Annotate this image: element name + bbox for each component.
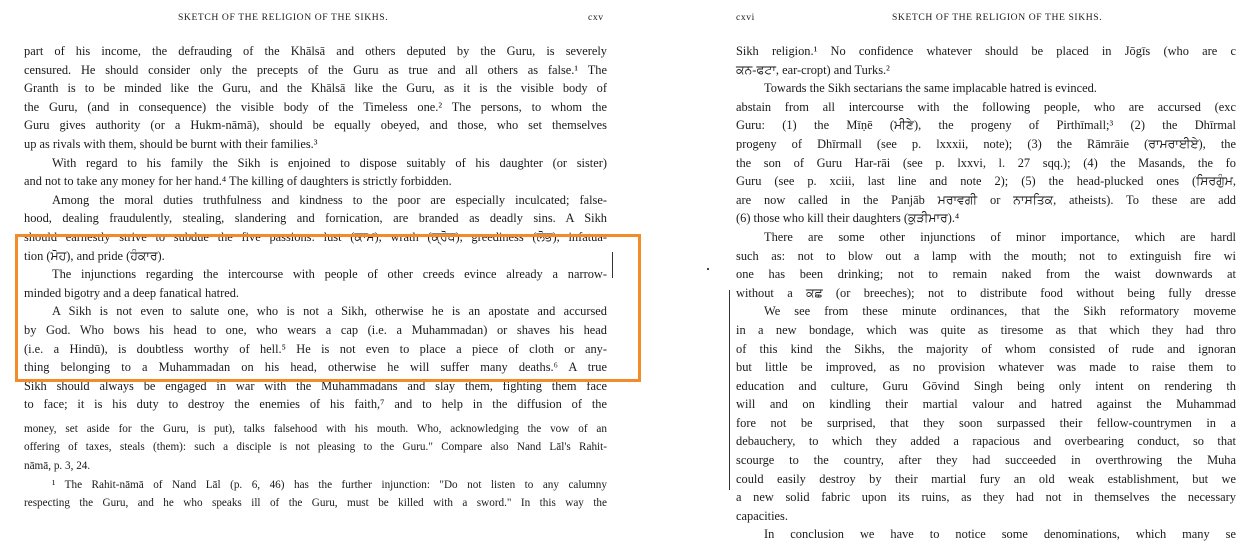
left-text-line: censured. He should consider only the precepts of the Guru as true and all others as false.¹ The <box>24 62 607 77</box>
left-text-line: thing belonging to a Muhammadan on his head, otherwise he will suffer many deaths.⁶ A true <box>24 360 607 375</box>
left-text-line: Sikh should always be engaged in war with the Muhammadans and slay them, fighting them face <box>24 378 607 393</box>
right-page <box>712 0 1236 542</box>
right-text-line: There are some other injunctions of minor importance, which are hardl <box>764 229 1236 244</box>
right-text-line: ਕਨ-ਫਟਾ, ear-cropt) and Turks.² <box>736 62 890 77</box>
right-text-line: of this kind the Sikhs, the majority of whom consisted of rude and ignoran <box>736 341 1236 356</box>
page-edge-speck <box>707 268 709 270</box>
right-text-line: in a new bondage, which was quite as tiresome as that which they had thro <box>736 322 1236 337</box>
left-running-title: SKETCH OF THE RELIGION OF THE SIKHS. <box>178 12 389 23</box>
right-text-line: such as: not to blow out a lamp with the mouth; not to extinguish fire wi <box>736 248 1236 263</box>
right-text-line: Sikh religion.¹ No confidence whatever should be placed in Jōgīs (who are c <box>736 44 1236 58</box>
left-text-line: The injunctions regarding the intercourse with people of other creeds evince already a narrow- <box>52 267 607 282</box>
left-margin-mark <box>612 252 613 278</box>
right-text-line: education and culture, Guru Gōvind Singh being only intent on rendering th <box>736 378 1236 393</box>
left-text-line: minded bigotry and a deep fanatical hatred. <box>24 285 240 300</box>
left-text-line: A Sikh is not even to salute one, who is not a Sikh, otherwise he is an apostate and accursed <box>52 304 607 319</box>
left-text-line: the Guru, (and in consequence) the visible body of the Timeless one.² The persons, to whom the <box>24 99 607 114</box>
right-text-line: scourge to the country, after they had succeeded in overthrowing the Muha <box>736 453 1236 468</box>
right-text-line: abstain from all intercourse with the following people, who are accursed (exc <box>736 99 1236 114</box>
right-text-line: but little be improved, as no provision whatever was made to raise them to <box>736 360 1236 375</box>
left-text-line: to face; it is his duty to destroy the enemies of his faith,⁷ and to help in the diffusion of the <box>24 397 607 412</box>
right-text-line: progeny of Dhīrmall (see p. lxxxii, note); (3) the Rāmrāie (ਰਾਮਰਾਈਏ), the <box>736 136 1236 151</box>
left-text-line: by God. Who bows his head to one, who wears a cap (i.e. a Muhammadan) or shaves his head <box>24 322 607 337</box>
right-text-line: capacities. <box>736 508 788 523</box>
right-text-line: will and on kindling their martial valour and hatred against the Muhammad <box>736 397 1236 412</box>
left-text-line: Among the moral duties truthfulness and kindness to the poor are especially inculcated; false- <box>52 192 607 207</box>
right-body-text <box>736 42 1236 544</box>
right-text-line: a new solid fabric upon its ruins, as they had not in themselves the necessary <box>736 490 1236 505</box>
right-text-line: are now called in the Panjāb ਮਰਾਵਗੀ or ਨਾਸਤਿਕ, atheists). To these are add <box>736 192 1236 207</box>
right-text-line: Guru: (1) the Mīṇē (ਮੀਣੇ), the progeny of Pirthīmall;³ (2) the Dhīrmal <box>736 118 1236 133</box>
left-text-line: Guru gives authority (or a Hukm-nāmā), should be equally obeyed, and those, who set themselves <box>24 118 607 133</box>
left-text-line: part of his income, the defrauding of the Khālsā and others deputed by the Guru, is severely <box>24 44 607 58</box>
left-text-line: hood, dealing fraudulently, stealing, slandering and fornication, are branded as deadly sins. A Sikh <box>24 211 607 226</box>
left-footnote-line: respecting the Guru, and he who speaks ill of the Guru, must be killed with a sword." In this way the <box>24 497 607 510</box>
right-text-line: In conclusion we have to notice some denominations, which many se <box>764 527 1236 542</box>
left-text-line: and not to take any money for her hand.⁴ The killing of daughters is strictly forbidden. <box>24 174 452 189</box>
right-text-line: We see from these minute ordinances, that the Sikh reformatory moveme <box>764 304 1236 319</box>
left-text-line: (i.e. a Hindū), is doubtless worthy of hell.⁵ He is not even to place a piece of cloth or any- <box>24 341 607 356</box>
right-text-line: one has been drinking; not to remain naked from the waist downwards at <box>736 267 1236 282</box>
left-body-text <box>24 42 607 513</box>
right-page-number: cxvi <box>736 12 755 23</box>
right-running-title: SKETCH OF THE RELIGION OF THE SIKHS. <box>892 12 1103 23</box>
right-text-line: fore not be surprised, that they soon surpassed their fellow-countrymen in a <box>736 415 1236 430</box>
right-text-line: debauchery, to which they added a rapacious and overbearing conduct, so that <box>736 434 1236 449</box>
right-text-line: without a ਕਛ (or breeches); not to distribute food without being fully dresse <box>736 285 1236 300</box>
left-footnote-line: nāmā, p. 3, 24. <box>24 460 91 473</box>
right-text-line: could easily destroy by their martial fury an old weak establishment, but we <box>736 471 1236 486</box>
left-footnote-line: money, set aside for the Guru, is put), talks falsehood with his mouth. Who, acknowledging the vow of an <box>24 422 607 435</box>
left-text-line: should earnestly strive to subdue the five passions: lust (ਕਾਮ), wrath (ਕ੍ਰੋਧ), greediness (ਲੋਭ), infatua- <box>24 229 607 244</box>
left-footnote-lines <box>24 420 607 513</box>
right-text-line: the son of Guru Har-rāi (see p. lxxvi, l. 27 sqq.); (4) the Masands, the fo <box>736 155 1236 170</box>
left-footnote-line: ¹ The Rahit-nāmā of Nand Lāl (p. 6, 46) has the further injunction: "Do not listen to any calumny <box>52 478 607 491</box>
right-text-line: (6) those who kill their daughters (ਕੁੜੀਮਾਰ).⁴ <box>736 211 960 226</box>
right-running-head <box>712 9 1192 23</box>
right-text-line: Guru (see p. xciii, last line and note 2); (5) the head-plucked ones (ਸਿਰਗੁੰਮ, <box>736 174 1236 189</box>
left-text-line: up as rivals with them, should be burnt with their families.³ <box>24 136 318 151</box>
left-text-line: tion (ਮੋਹ), and pride (ਹੰਕਾਰ). <box>24 248 165 263</box>
left-page-number: cxv <box>588 12 604 23</box>
left-main-lines <box>24 42 607 414</box>
left-page <box>0 0 620 508</box>
right-margin-mark <box>729 290 730 490</box>
left-text-line: Granth is to be minded like the Guru, and the Khālsā like the Guru, as it is the visible body of <box>24 81 607 96</box>
left-running-head <box>0 9 620 23</box>
left-footnote-line: offering of taxes, steals (them): such a disciple is not pleasing to the Guru." Compare also Nand Lāl's Rahit- <box>24 441 607 454</box>
left-text-line: With regard to his family the Sikh is enjoined to dispose suitably of his daughter (or sister) <box>52 155 607 170</box>
right-text-line: Towards the Sikh sectarians the same implacable hatred is evinced. <box>764 81 1097 96</box>
right-main-lines <box>736 42 1236 544</box>
